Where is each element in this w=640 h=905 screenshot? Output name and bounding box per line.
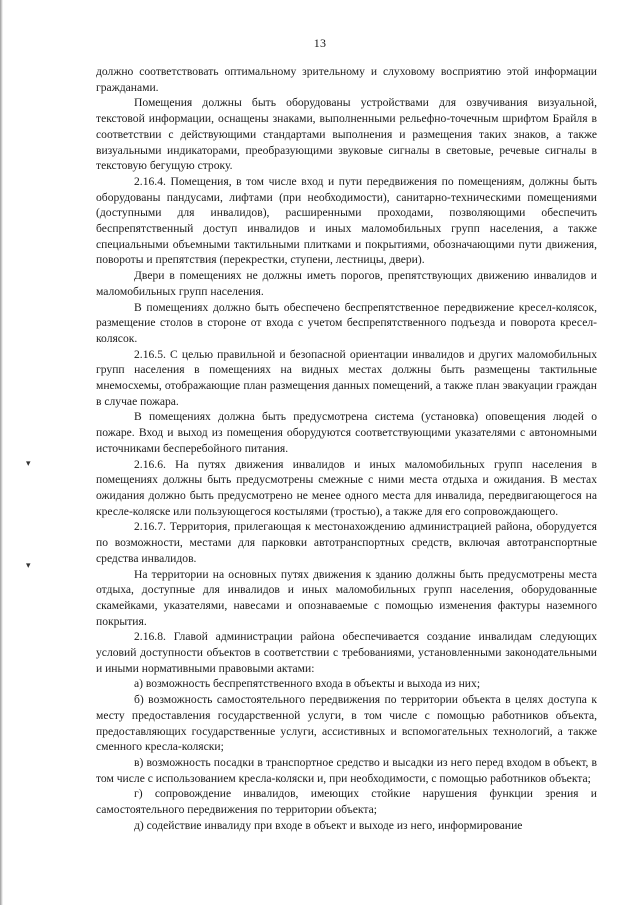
paragraph-2-16-8: 2.16.8. Главой администрации района обеспечивается создание инвалидам следующих условий доступности объектов в соответствии с требованиями, установленными законодательными и иными нормативными правовыми актами: bbox=[96, 630, 597, 675]
paragraph: В помещениях должно быть обеспечено беспрепятственное передвижение кресел-колясок, размещение столов в стороне от входа с учетом беспрепятственного подъезда и поворота кресел-колясок. bbox=[96, 300, 597, 345]
scan-mark: ▾ bbox=[26, 560, 31, 570]
paragraph: Двери в помещениях не должны иметь порогов, препятствующих движению инвалидов и маломобильных групп населения. bbox=[96, 269, 597, 298]
paragraph: В помещениях должна быть предусмотрена система (установка) оповещения людей о пожаре. Вход и выход из помещения оборудуются соответствующими указателями с автономными источниками бесперебойного питания. bbox=[96, 410, 597, 455]
scan-edge bbox=[0, 0, 3, 905]
list-item-b: б) возможность самостоятельного передвижения по территории объекта в целях доступа к месту предоставления государственной услуги, в том числе с помощью работников объекта, предоставляющих государственные услуги, ассистивных и вспомогательных технологий, а также сменного кресла-коляски; bbox=[96, 693, 597, 754]
scan-mark: ▾ bbox=[26, 458, 31, 468]
paragraph-2-16-6: 2.16.6. На путях движения инвалидов и иных маломобильных групп населения в помещениях должны быть предусмотрены смежные с ними места отдыха и ожидания. В местах ожидания должно быть предусмотрено не менее одного места для инвалида, передвигающегося на кресле-коляске или пользующегося костылями (тростью), а также для его сопровождающего. bbox=[96, 457, 597, 518]
paragraph-2-16-7: 2.16.7. Территория, прилегающая к местонахождению администрацией района, оборудуется по возможности, местами для парковки автотранспортных средств, включая автотранспортные средства инвалидов. bbox=[96, 520, 597, 565]
list-item-g: г) сопровождение инвалидов, имеющих стойкие нарушения функции зрения и самостоятельного передвижения по территории объекта; bbox=[96, 787, 597, 817]
document-body bbox=[96, 64, 597, 833]
paragraph: На территории на основных путях движения к зданию должны быть предусмотрены места отдыха, доступные для инвалидов и иных маломобильных групп населения, оборудованные скамейками, указателями, навесами и опознаваемые с помощью изменения фактуры наземного покрытия. bbox=[96, 567, 597, 628]
paragraph-2-16-4: 2.16.4. Помещения, в том числе вход и пути передвижения по помещениям, должны быть оборудованы пандусами, лифтами (при необходимости), санитарно-техническими помещениями (доступными для инвалидов), расширенными проходами, позволяющими обеспечить беспрепятственный доступ инвалидов и иных маломобильных групп населения, а также специальными объемными тактильными плитками и покрытиями, обозначающими пути движения, повороты и препятствия (перекрестки, ступени, лестницы, двери). bbox=[96, 174, 597, 267]
list-item-v: в) возможность посадки в транспортное средство и высадки из него перед входом в объект, в том числе с использованием кресла-коляски и, при необходимости, с помощью работников объекта; bbox=[96, 755, 597, 785]
paragraph: Помещения должны быть оборудованы устройствами для озвучивания визуальной, текстовой информации, оснащены знаками, выполненными рельефно-точечным шрифтом Брайля в соответствии с действующими стандартами выполнения и размещения таких знаков, а также визуальными индикаторами, преобразующими звуковые сигналы в световые, речевые сигналы в текстовую бегущую строку. bbox=[96, 96, 597, 173]
page-number: 13 bbox=[313, 36, 327, 50]
list-item-a: а) возможность беспрепятственного входа в объекты и выхода из них; bbox=[134, 677, 481, 691]
paragraph-continuation: должно соответствовать оптимальному зрительному и слуховому восприятию этой информации гражданами. bbox=[96, 65, 597, 94]
list-item-d: д) содействие инвалиду при входе в объект и выходе из него, информирование bbox=[134, 818, 523, 832]
paragraph-2-16-5: 2.16.5. С целью правильной и безопасной ориентации инвалидов и других маломобильных групп населения в помещениях на видных местах должны быть размещены тактильные мнемосхемы, отображающие план размещения данных помещений, а также план эвакуации граждан в случае пожара. bbox=[96, 347, 597, 408]
